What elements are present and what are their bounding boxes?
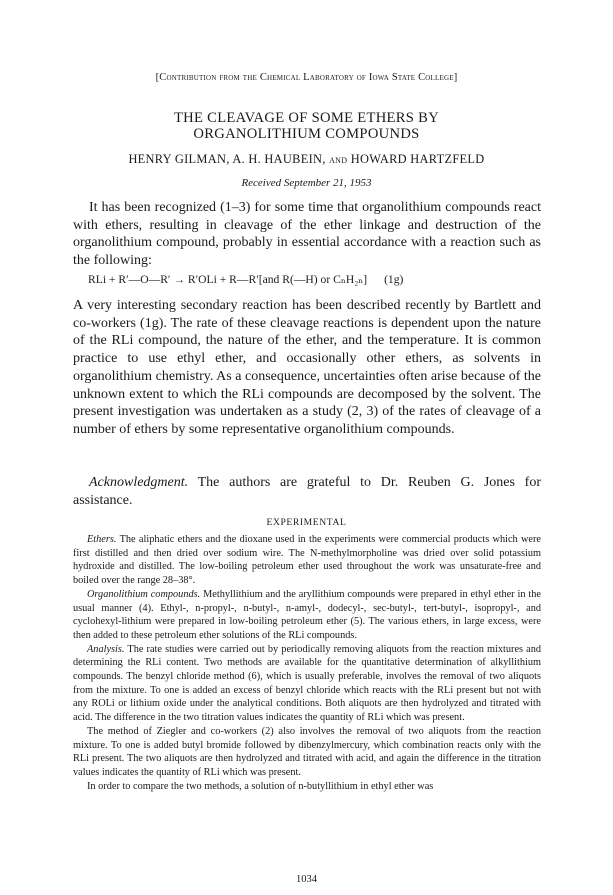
organolithium-label: Organolithium compounds. [87,588,201,600]
title-line-1: THE CLEAVAGE OF SOME ETHERS BY [173,110,440,126]
author-list [0,152,613,167]
authors-and: and [329,154,348,166]
organolithium-paragraph [73,588,541,643]
reaction-equation [88,272,548,286]
intro-paragraph-1: It has been recognized (1–3) for some time that organolithium compounds react with ethers, resulting in cleavage of the ether linkage and destruction of the organolithium compound, probably in essential accordance with a reaction such as the following: [73,200,541,269]
organolithium-text: Methyllithium and the aryllithium compounds were prepared in ethyl ether in the usual manner (4). Ethyl-, n-propyl-, n-butyl-, n-amyl-, dodecyl-, sec-butyl-, tert-butyl-, isopropyl-, and cyclohexyl-lithium were prepared in low-boiling petroleum ether (5). The various ethers, in large excess, were then added to these petroleum ether solutions of the RLi compounds. [73,588,541,641]
title-line-2: ORGANOLITHIUM COMPOUNDS [193,126,420,142]
acknowledgment-label: Acknowledgment. [89,475,189,490]
authors-part-1: HENRY GILMAN, A. H. HAUBEIN, [128,152,326,166]
equation-number: (1g) [384,273,404,286]
equation-body: RLi + R′—O—R′ → R′OLi + R—R′[and R(—H) or CₙH₂ₙ] [88,273,368,286]
authors-part-2: HOWARD HARTZFELD [350,152,485,166]
intro-paragraph-2: A very interesting secondary reaction has been described recently by Bartlett and co-workers (1g). The rate of these cleavage reactions is dependent upon the nature of the RLi compound, the nature of the ether, and the temperature. It is common practice to use ethyl ether, and occasionally other ethers, as solvents in organolithium chemistry. As a consequence, uncertainties often arise because of the unknown extent to which the RLi compounds are decomposed by the solvent. The present investigation was undertaken as a study (2, 3) of the rates of cleavage of a number of ethers by some representative organolithium compounds. [73,298,541,437]
ethers-label: Ethers. [87,534,117,545]
acknowledgment-text: The authors are grateful to Dr. Reuben G. Jones for assistance. [73,475,541,508]
ethers-paragraph [73,533,541,588]
acknowledgment-paragraph [73,474,541,509]
page-number: 1034 [296,874,317,885]
received-date: Received September 21, 1953 [241,177,372,189]
analysis-text: The rate studies were carried out by periodically removing aliquots from the reaction mixtures and determining the RLi content. Two methods are available for the quantitative determination of alkyllithium compounds. The benzyl chloride method (6), which is usually preferable, involves the removal of two aliquots from the mixture. To one is added an excess of benzyl chloride which reacts with the RLi present but not with any ROLi or lithium oxide under the analytical conditions. Both aliquots are then hydrolyzed and titrated with acid. The difference in the two titration values indicates the quantity of RLi which was present. [73,643,541,724]
analysis-label: Analysis. [87,643,125,655]
section-heading-experimental: EXPERIMENTAL [266,517,347,528]
ziegler-paragraph: The method of Ziegler and co-workers (2) also involves the removal of two aliquots from the reaction mixture. To one is added butyl bromide followed by dibenzylmercury, which combination reacts only with the RLi present. The two aliquots are then hydrolyzed and titrated with acid, and again the difference in the titration values indicates the quantity of RLi which was present. [73,725,541,778]
contribution-line: [Contribution from the Chemical Laboratory of Iowa State College] [155,72,458,83]
experimental-body [73,533,541,793]
ethers-text: The aliphatic ethers and the dioxane used in the experiments were commercial products which were first distilled and then dried over sodium wire. The N-methylmorpholine was dried over solid potassium hydroxide and distilled. The low-boiling petroleum ether used throughout the work was unsaturate-free and boiled over the range 28–38°. [73,534,541,587]
comparison-paragraph: In order to compare the two methods, a solution of n-butyllithium in ethyl ether was [87,780,434,792]
analysis-paragraph [73,643,541,725]
article-title [0,110,613,142]
